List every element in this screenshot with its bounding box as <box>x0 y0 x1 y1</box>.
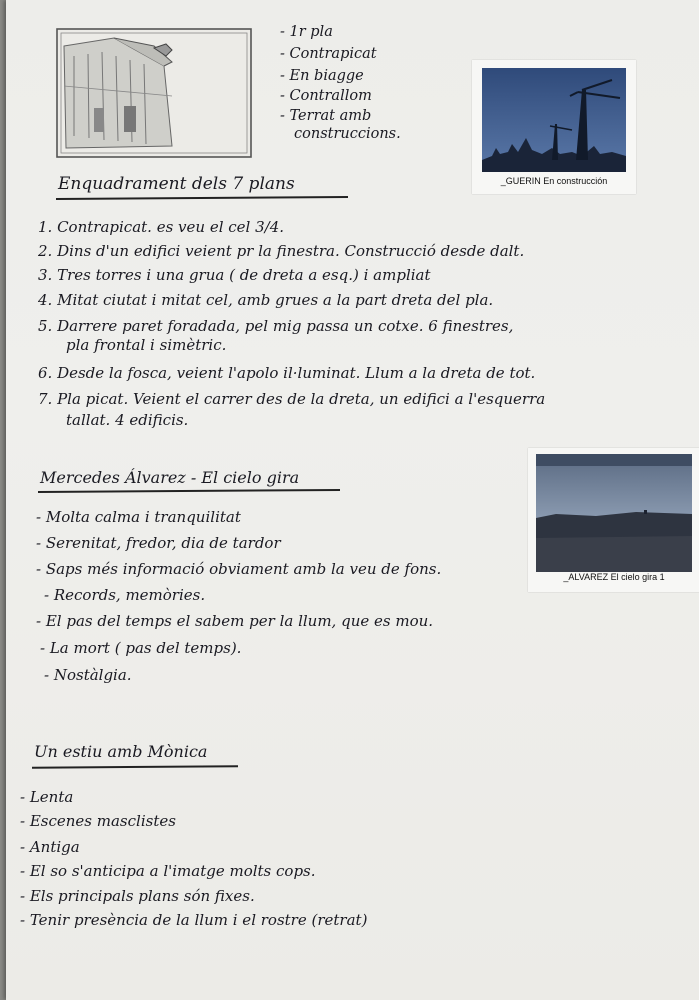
section-underline <box>32 765 238 768</box>
photo-construction-cranes <box>482 68 626 172</box>
list-item: - Records, memòries. <box>44 586 206 604</box>
pencil-sketch-building <box>54 26 254 160</box>
list-item: - Tenir presència de la llum i el rostre (retrat) <box>20 911 368 929</box>
list-item: 4. Mitat ciutat i mitat cel, amb grues a la part dreta del pla. <box>38 291 494 309</box>
sketch-note: - 1r pla <box>280 24 333 40</box>
list-item: 5. Darrere paret foradada, pel mig passa un cotxe. 6 finestres, <box>38 317 514 335</box>
list-item: - La mort ( pas del temps). <box>40 639 242 657</box>
list-item: pla frontal i simètric. <box>66 336 227 354</box>
list-item: - Serenitat, fredor, dia de tardor <box>36 534 281 552</box>
list-item: - Molta calma i tranquilitat <box>36 508 241 526</box>
sketch-note: - En biagge <box>280 68 364 84</box>
section-title: Mercedes Álvarez - El cielo gira <box>40 468 300 487</box>
list-item: 3. Tres torres i una grua ( de dreta a esq.) i ampliat <box>38 266 431 284</box>
photo-card-cielo-gira <box>528 448 699 592</box>
list-item: 7. Pla picat. Veient el carrer des de la dreta, un edifici a l'esquerra <box>38 390 546 408</box>
sketch-note: - Contrallom <box>280 88 372 104</box>
list-item: - Escenes masclistes <box>20 812 176 830</box>
sketch-note: construccions. <box>294 126 401 142</box>
list-item: - Antiga <box>20 838 80 856</box>
photo-card-construction <box>472 60 636 194</box>
section-title: Enquadrament dels 7 plans <box>58 174 295 194</box>
section-underline <box>38 489 340 493</box>
list-item: - El pas del temps el sabem per la llum, que es mou. <box>36 612 434 630</box>
list-item: 2. Dins d'un edifici veient pr la finestra. Construcció desde dalt. <box>38 242 525 260</box>
section-title: Un estiu amb Mònica <box>34 742 208 761</box>
section-underline <box>56 196 348 200</box>
list-item: 1. Contrapicat. es veu el cel 3/4. <box>38 218 285 236</box>
list-item: 6. Desde la fosca, veient l'apolo il·luminat. Llum a la dreta de tot. <box>38 364 536 382</box>
photo-caption: _GUERIN En construcción <box>500 176 608 186</box>
list-item: - El so s'anticipa a l'imatge molts cops. <box>20 862 316 880</box>
list-item: - Lenta <box>20 788 74 806</box>
list-item: - Nostàlgia. <box>44 666 132 684</box>
list-item: - Els principals plans són fixes. <box>20 887 255 905</box>
list-item: - Saps més informació obviament amb la veu de fons. <box>36 560 442 578</box>
sketch-note: - Contrapicat <box>280 46 377 62</box>
notebook-page <box>6 0 699 1000</box>
photo-caption: _ALVAREZ El cielo gira 1 <box>563 572 665 582</box>
photo-cielo-gira-landscape <box>536 454 692 572</box>
sketch-note: - Terrat amb <box>280 108 372 124</box>
list-item: tallat. 4 edificis. <box>66 411 189 429</box>
